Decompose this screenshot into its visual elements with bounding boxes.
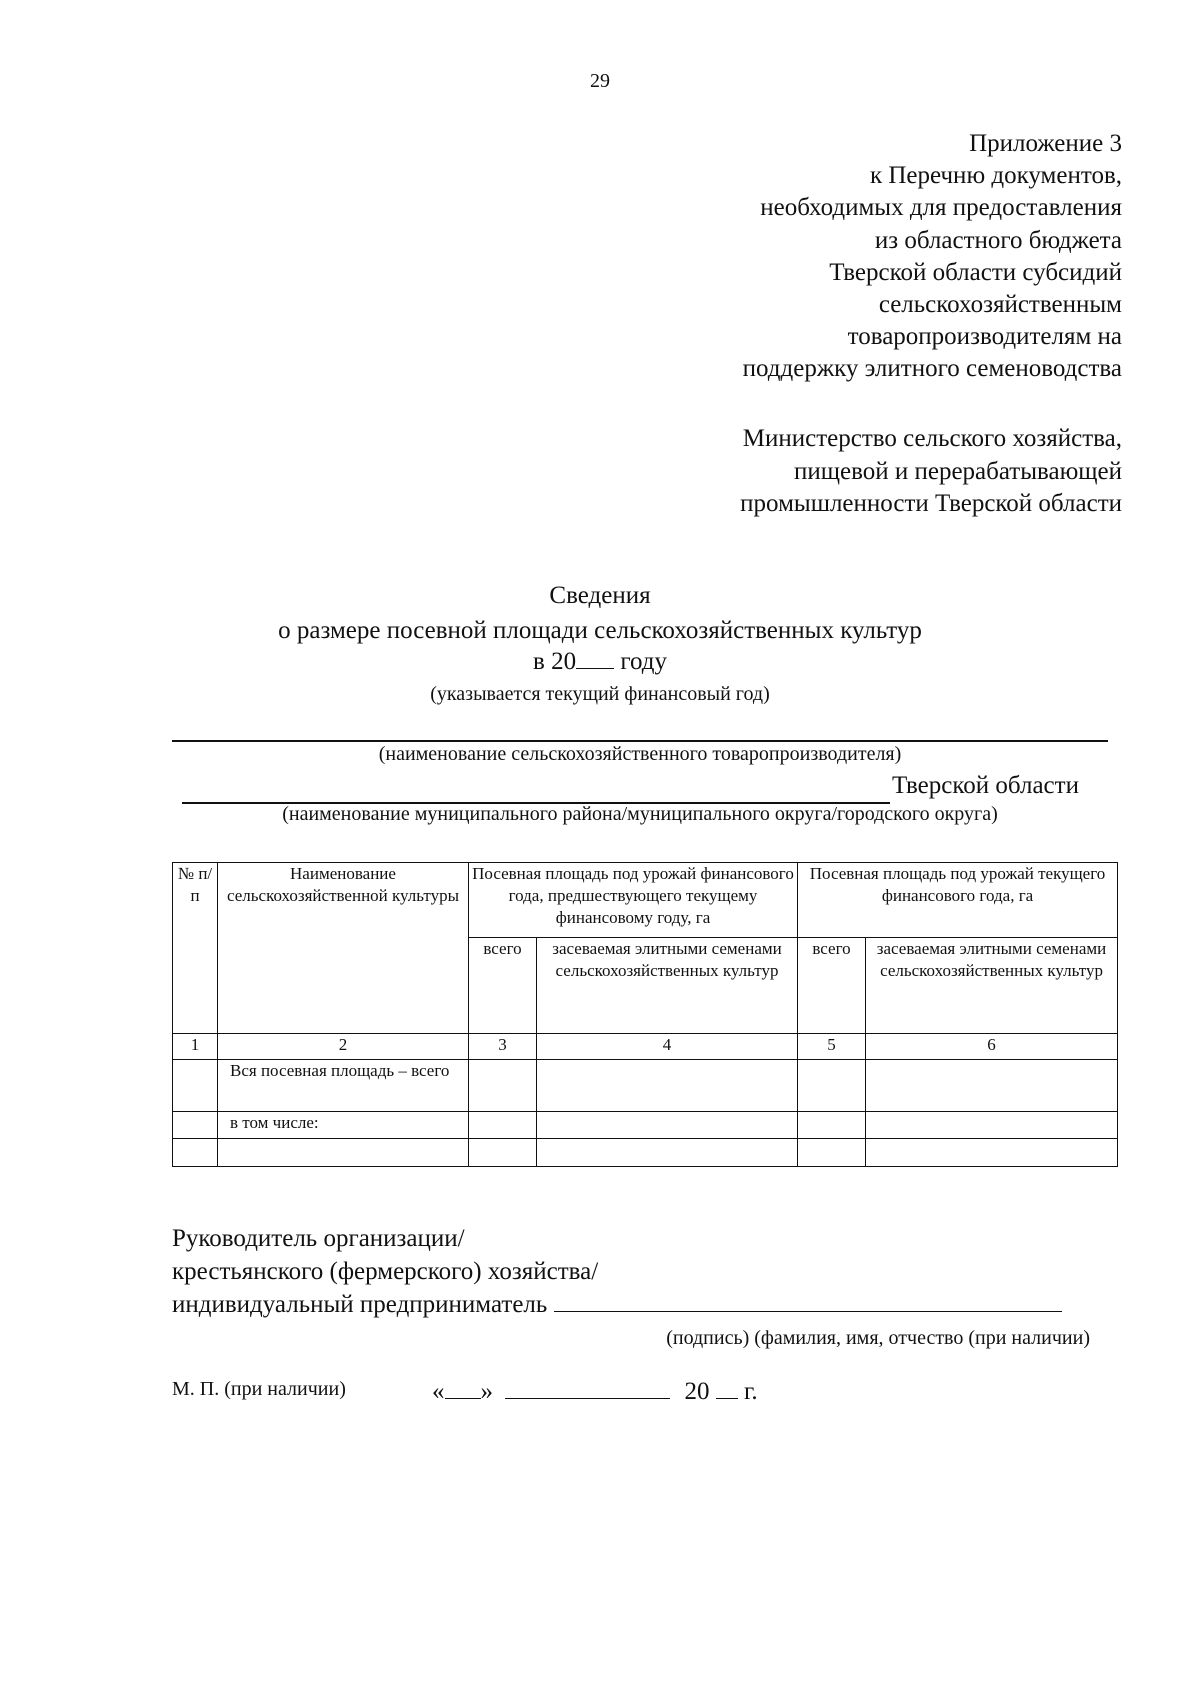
cell-crop-name[interactable]: в том числе: — [218, 1112, 469, 1139]
signer-line: крестьянского (фермерского) хозяйства/ — [172, 1258, 599, 1285]
sown-area-table — [172, 862, 1118, 1167]
cell-total-curr[interactable] — [798, 1139, 866, 1167]
producer-caption: (наименование сельскохозяйственного товаропроизводителя) — [378, 743, 902, 765]
column-number: 1 — [173, 1034, 218, 1060]
cell-elite-curr[interactable] — [866, 1112, 1118, 1139]
date-line — [432, 1375, 758, 1408]
column-number: 5 — [798, 1034, 866, 1060]
cell-elite-prev[interactable] — [537, 1139, 798, 1167]
appendix-header — [743, 128, 1122, 386]
appendix-line: необходимых для предоставления — [760, 194, 1122, 222]
column-number: 3 — [469, 1034, 537, 1060]
appendix-line: товаропроизводителям на — [847, 323, 1122, 351]
cell-total-prev[interactable] — [469, 1112, 537, 1139]
cell-elite-curr[interactable] — [866, 1139, 1118, 1167]
cell-elite-prev[interactable] — [537, 1112, 798, 1139]
signer-line-3: индивидуальный предприниматель — [172, 1291, 548, 1318]
month-field[interactable] — [505, 1378, 670, 1399]
stamp-label: М. П. (при наличии) — [172, 1378, 346, 1400]
open-quote: « — [432, 1378, 445, 1405]
signer-line: Руководитель организации/ — [172, 1225, 465, 1252]
signer-title — [172, 1222, 1062, 1321]
year-field[interactable] — [716, 1378, 738, 1399]
column-number: 4 — [537, 1034, 798, 1060]
year-line — [0, 648, 1200, 676]
document-subtitle: о размере посевной площади сельскохозяйственных культур — [278, 617, 922, 644]
cell-elite-prev[interactable] — [537, 1060, 798, 1112]
table-row — [173, 1139, 1118, 1167]
cell-total-prev[interactable] — [469, 1139, 537, 1167]
header-elite-curr: засеваемая элитными семенами сельскохозяйственных культур — [866, 938, 1118, 1034]
close-quote: » — [480, 1378, 493, 1405]
page-number: 29 — [590, 70, 610, 92]
region-suffix: Тверской области — [892, 772, 1079, 799]
date-year-suffix: г. — [744, 1378, 758, 1405]
signature-caption: (подпись) (фамилия, имя, отчество (при наличии) — [666, 1327, 1090, 1349]
column-number: 6 — [866, 1034, 1118, 1060]
ministry-addressee — [740, 423, 1122, 521]
appendix-line: к Перечню документов, — [869, 162, 1122, 190]
day-field[interactable] — [445, 1378, 481, 1399]
header-total-curr: всего — [798, 938, 866, 1034]
year-blank[interactable] — [576, 668, 614, 669]
date-year-prefix: 20 — [684, 1378, 710, 1405]
region-caption: (наименование муниципального района/муниципального округа/городского округа) — [282, 803, 998, 825]
column-number: 2 — [218, 1034, 469, 1060]
cell-total-curr[interactable] — [798, 1060, 866, 1112]
appendix-line: Приложение 3 — [969, 130, 1122, 157]
header-current-year-area: Посевная площадь под урожай текущего финансового года, га — [798, 863, 1118, 938]
header-total-prev: всего — [469, 938, 537, 1034]
cell-num[interactable] — [173, 1139, 218, 1167]
ministry-line: промышленности Тверской области — [740, 490, 1122, 517]
header-previous-year-area: Посевная площадь под урожай финансового года, предшествующего текущему финансовому году, га — [469, 863, 798, 938]
cell-crop-name[interactable]: Вся посевная площадь – всего — [218, 1060, 469, 1112]
cell-num[interactable] — [173, 1112, 218, 1139]
cell-crop-name[interactable] — [218, 1139, 469, 1167]
table-row — [173, 1060, 1118, 1112]
cell-total-curr[interactable] — [798, 1112, 866, 1139]
signature-field[interactable] — [554, 1291, 1062, 1312]
year-note: (указывается текущий финансовый год) — [430, 683, 770, 705]
appendix-line: Тверской области субсидий — [829, 258, 1122, 286]
appendix-line: поддержку элитного семеноводства — [742, 355, 1122, 383]
document-title: Сведения — [549, 582, 651, 609]
appendix-line: из областного бюджета — [874, 226, 1122, 254]
cell-total-prev[interactable] — [469, 1060, 537, 1112]
header-crop-name: Наименование сельскохозяйственной культуры — [218, 863, 469, 1034]
year-suffix: году — [620, 648, 667, 675]
appendix-line: сельскохозяйственным — [878, 291, 1122, 319]
header-number: № п/п — [173, 863, 218, 1034]
cell-elite-curr[interactable] — [866, 1060, 1118, 1112]
producer-name-field[interactable] — [172, 740, 1108, 742]
year-prefix: в 20 — [533, 648, 577, 675]
signer-line — [172, 1288, 1062, 1321]
header-elite-prev: засеваемая элитными семенами сельскохозяйственных культур — [537, 938, 798, 1034]
ministry-line: Министерство сельского хозяйства, — [742, 425, 1122, 452]
cell-num[interactable] — [173, 1060, 218, 1112]
table-row — [173, 1112, 1118, 1139]
ministry-line: пищевой и перерабатывающей — [793, 457, 1122, 485]
